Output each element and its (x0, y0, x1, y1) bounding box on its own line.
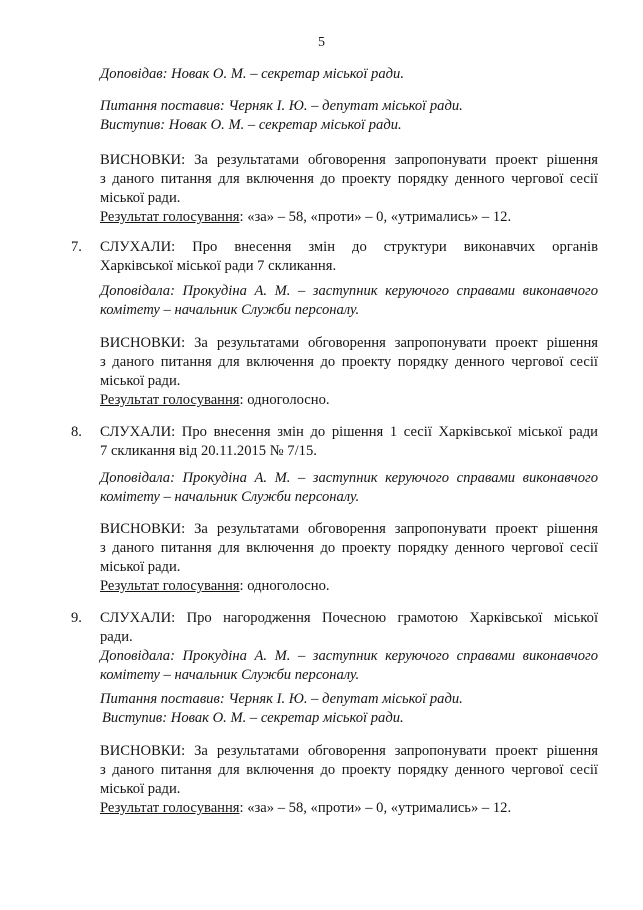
question-by-line: Питання поставив: Черняк І. Ю. – депутат міської ради. (100, 98, 463, 114)
conclusions-line: ВИСНОВКИ: За результатами обговорення запропонувати проект рішення (100, 335, 598, 351)
vote-result-value: : одноголосно. (239, 578, 330, 594)
conclusions-line: з даного питання для включення до проекту порядку денного чергової сесії (100, 171, 598, 187)
reporter-line: Доповідала: Прокудіна А. М. – заступник керуючого справами виконавчого (100, 283, 598, 299)
vote-result-value: : «за» – 58, «проти» – 0, «утримались» – 12. (239, 209, 512, 225)
heard-line: СЛУХАЛИ: Про внесення змін до рішення 1 сесії Харківської міської ради (100, 424, 598, 440)
conclusions-line: міської ради. (100, 559, 181, 575)
conclusions-line: міської ради. (100, 190, 181, 206)
conclusions-line: міської ради. (100, 373, 181, 389)
conclusions-line: з даного питання для включення до проекту порядку денного чергової сесії (100, 354, 598, 370)
reporter-line: Доповідала: Прокудіна А. М. – заступник керуючого справами виконавчого (100, 648, 598, 664)
reporter-line: комітету – начальник Служби персоналу. (100, 302, 360, 318)
reporter-line: Доповідала: Прокудіна А. М. – заступник керуючого справами виконавчого (100, 470, 598, 486)
speaker-line: Виступив: Новак О. М. – секретар міської ради. (100, 117, 402, 133)
item-number: 7. (71, 239, 82, 255)
item-number: 9. (71, 610, 82, 626)
vote-result (100, 799, 511, 818)
vote-result-value: : «за» – 58, «проти» – 0, «утримались» – 12. (239, 800, 512, 816)
heard-line: Харківської міської ради 7 скликання. (100, 258, 337, 274)
vote-result-label: Результат голосування (100, 800, 240, 816)
reporter-line: комітету – начальник Служби персоналу. (100, 667, 360, 683)
conclusions-line: ВИСНОВКИ: За результатами обговорення запропонувати проект рішення (100, 152, 598, 168)
heard-line: СЛУХАЛИ: Про внесення змін до структури виконавчих органів (100, 239, 598, 255)
heard-line: 7 скликання від 20.11.2015 № 7/15. (100, 443, 317, 459)
question-by-line: Питання поставив: Черняк І. Ю. – депутат міської ради. (100, 691, 463, 707)
reporter-line: комітету – начальник Служби персоналу. (100, 489, 360, 505)
vote-result (100, 391, 330, 410)
speaker-line: Виступив: Новак О. М. – секретар міської ради. (102, 710, 404, 726)
page-number: 5 (318, 35, 325, 50)
item-number: 8. (71, 424, 82, 440)
heard-line: СЛУХАЛИ: Про нагородження Почесною грамотою Харківської міської (100, 610, 598, 626)
conclusions-line: міської ради. (100, 781, 181, 797)
conclusions-line: ВИСНОВКИ: За результатами обговорення запропонувати проект рішення (100, 743, 598, 759)
vote-result-label: Результат голосування (100, 209, 240, 225)
vote-result-label: Результат голосування (100, 392, 240, 408)
conclusions-line: ВИСНОВКИ: За результатами обговорення запропонувати проект рішення (100, 521, 598, 537)
conclusions-line: з даного питання для включення до проекту порядку денного чергової сесії (100, 540, 598, 556)
conclusions-line: з даного питання для включення до проекту порядку денного чергової сесії (100, 762, 598, 778)
vote-result-label: Результат голосування (100, 578, 240, 594)
vote-result-value: : одноголосно. (239, 392, 330, 408)
reporter-line: Доповідав: Новак О. М. – секретар міської ради. (100, 66, 404, 82)
vote-result (100, 208, 511, 227)
heard-line: ради. (100, 629, 133, 645)
vote-result (100, 577, 330, 596)
